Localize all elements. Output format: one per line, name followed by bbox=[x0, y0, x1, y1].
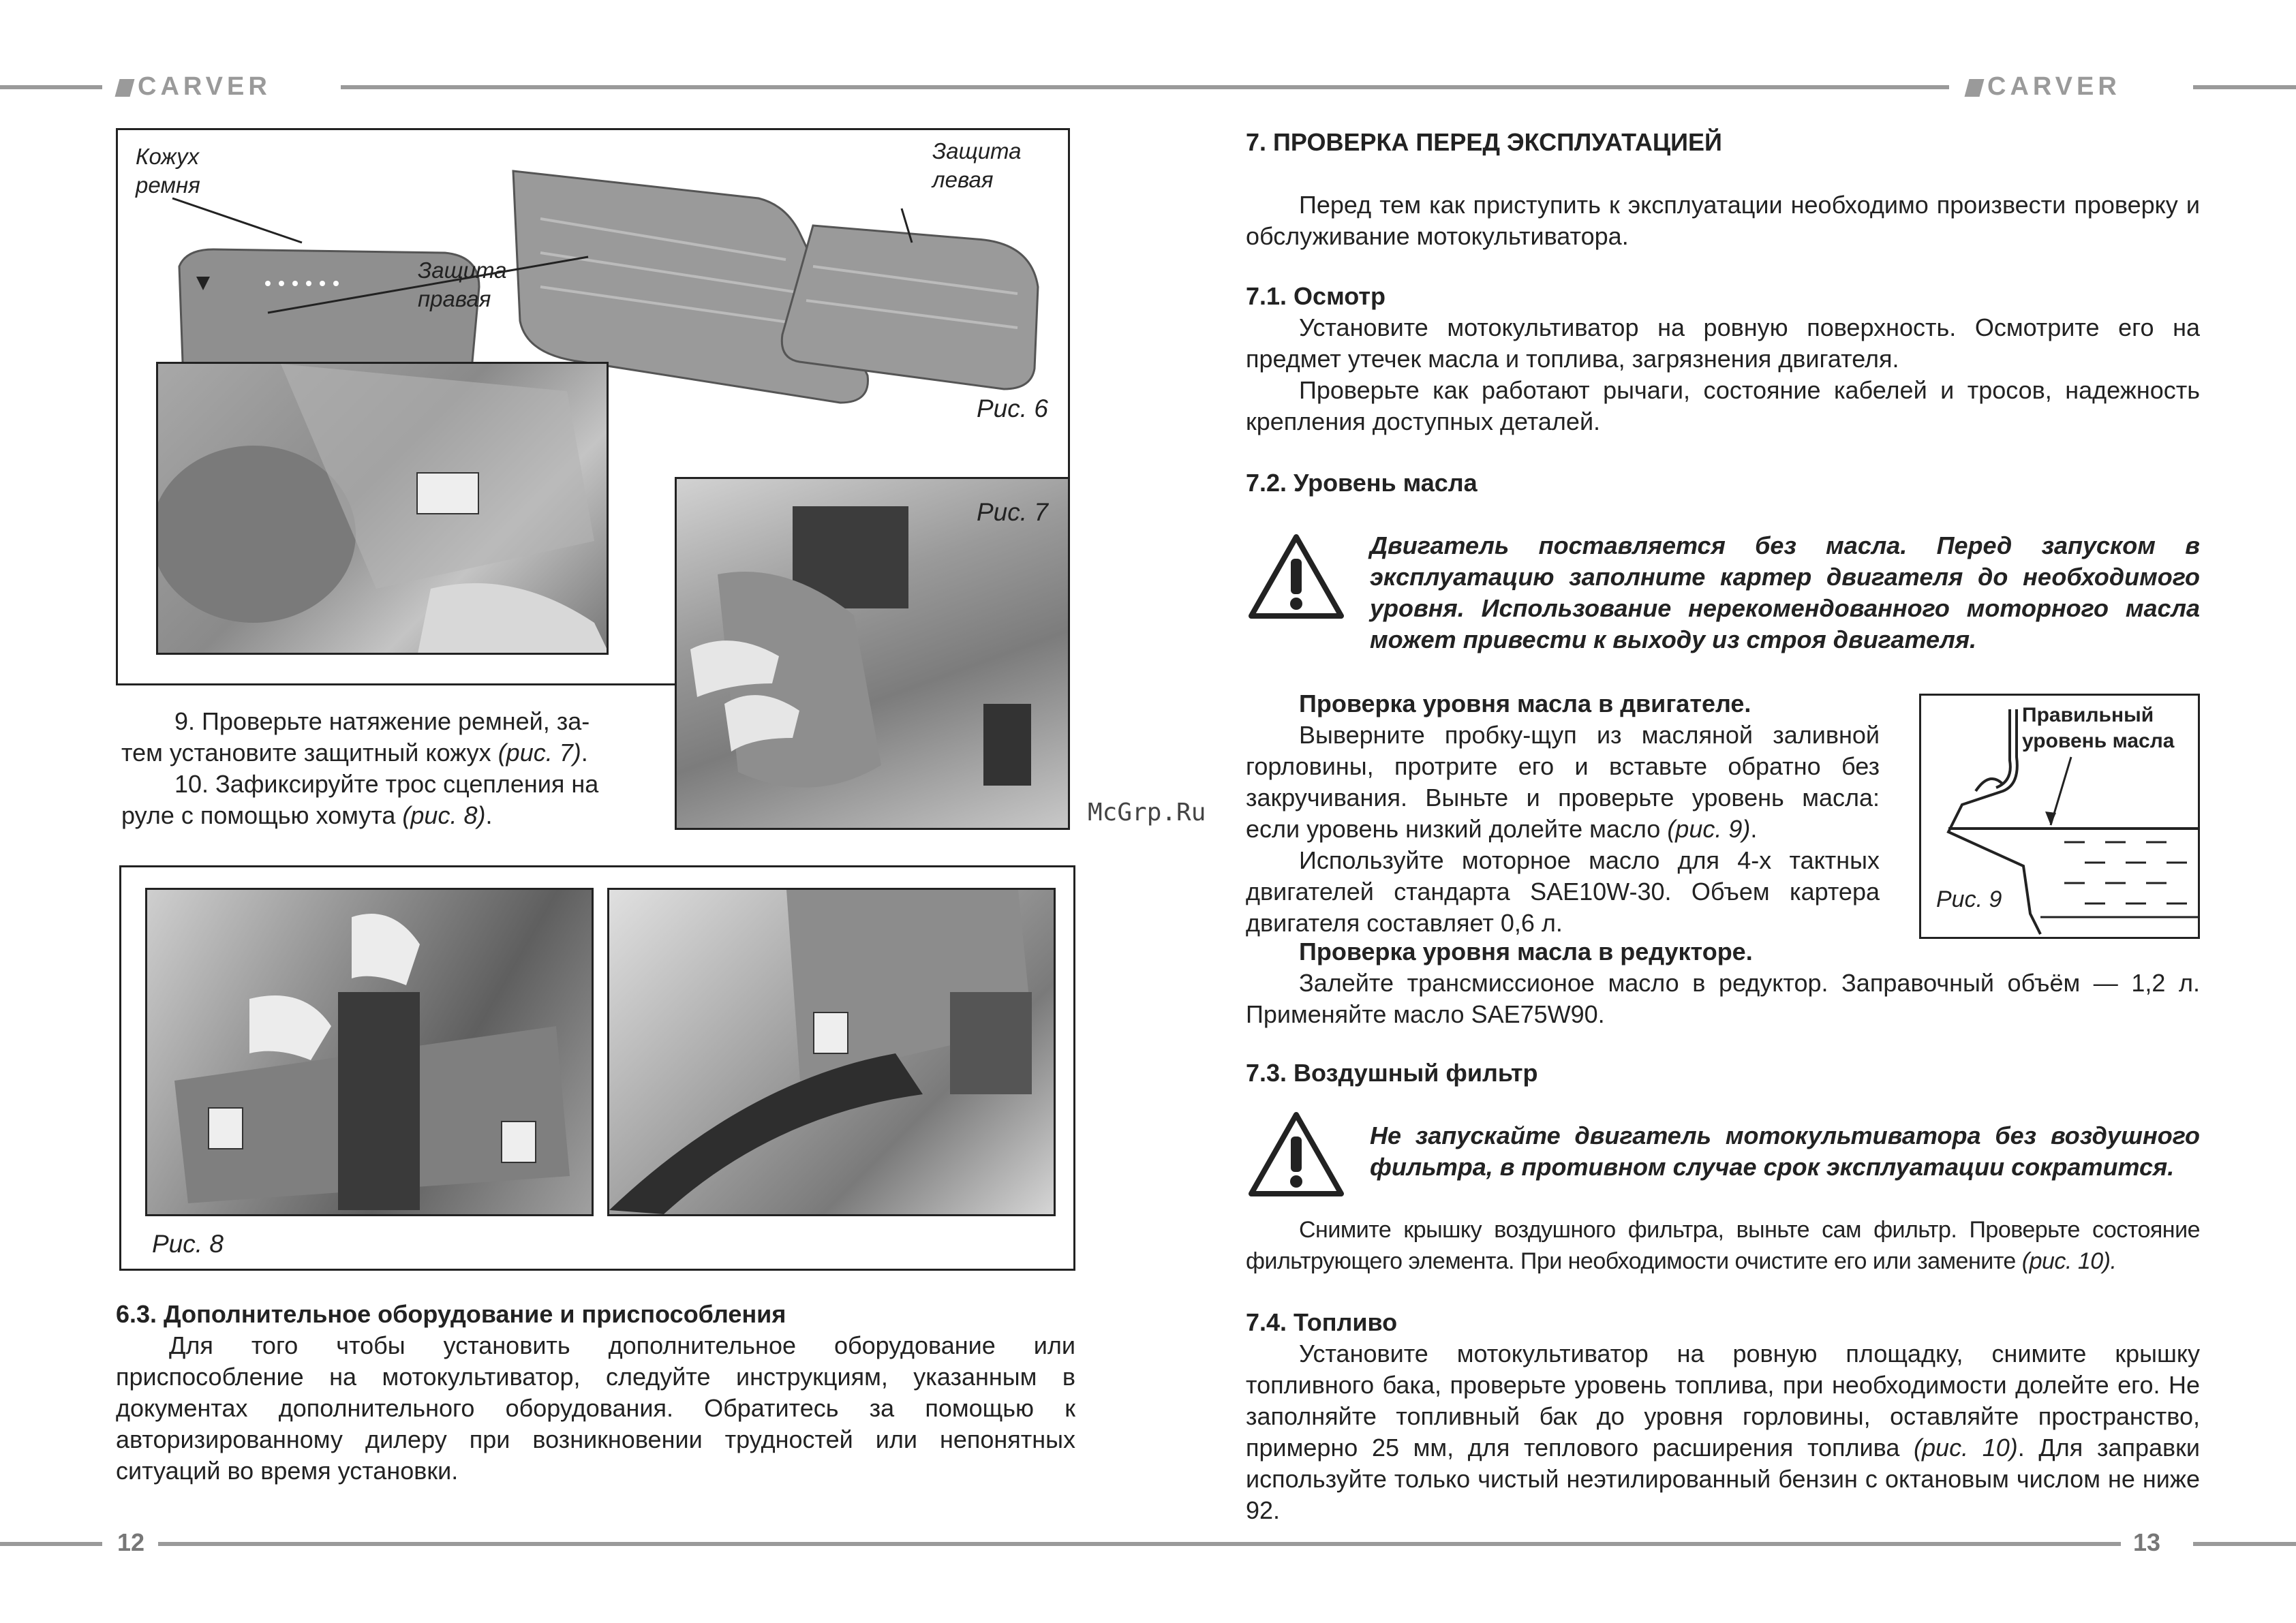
footer-rule-left bbox=[0, 1542, 102, 1546]
engine-oil-subheading: Проверка уровня масла в двигателе. bbox=[1299, 690, 1751, 717]
figure-7-caption: Рис. 7 bbox=[977, 498, 1048, 526]
footer-rule-middle bbox=[158, 1542, 2121, 1546]
figure-6-caption: Рис. 6 bbox=[977, 395, 1048, 422]
step-10-line1: 10. Зафиксируйте трос сцепления на bbox=[174, 770, 599, 798]
brand-logo-right: CARVER bbox=[1967, 72, 2121, 102]
figure-6-photo bbox=[156, 362, 609, 655]
label-guard-left: Защита левая bbox=[932, 138, 1022, 192]
figure-9-label: Правильный уровень масла bbox=[2022, 704, 2175, 752]
section-7-3-heading: 7.3. Воздушный фильтр bbox=[1246, 1059, 1538, 1087]
footer-rule-right bbox=[2193, 1542, 2296, 1546]
figure-8-frame bbox=[119, 865, 1075, 1271]
step-9-line1: 9. Проверьте натяжение ремней, за- bbox=[174, 707, 590, 735]
step-9-line2: тем установите защитный кожух (рис. 7). bbox=[121, 739, 588, 767]
gearbox-oil-check: Проверка уровня масла в редукторе. Залейте трансмиссионое масло в редуктор. Заправочный объём — 1,2 л. Применяйте масло SAE75W90. bbox=[1246, 938, 2200, 1028]
header-rule-right bbox=[2193, 85, 2296, 89]
figure-7-frame bbox=[675, 477, 1070, 830]
label-belt-cover: Кожух ремня bbox=[136, 144, 200, 198]
warning-triangle-icon bbox=[1247, 531, 1345, 620]
section-7-4-heading: 7.4. Топливо bbox=[1246, 1308, 1398, 1336]
step-10-line2: руле с помощью хомута (рис. 8). bbox=[121, 801, 493, 829]
section-6-3-heading: 6.3. Дополнительное оборудование и приспособления bbox=[116, 1300, 786, 1328]
engine-oil-check: Проверка уровня масла в двигателе. Выверните пробку-щуп из масляной заливной горловины, протрите его и вставьте обратно без закручивания. Выньте и проверьте уровень масла: если уровень низкий долейте масло (рис. 9). Используйте моторное масло для 4-х тактных двигателей стандарта SAE10W-30. Объем картера двигателя составляет 0,6 л. bbox=[1246, 690, 1880, 937]
gearbox-oil-subheading: Проверка уровня масла в редукторе. bbox=[1299, 938, 1753, 965]
figure-8-photo-right bbox=[607, 888, 1056, 1216]
warning-air-filter-text: Не запускайте двигатель мотокультиватора без воздушного фильтра, в противном случае срок эксплуатации сократится. bbox=[1370, 1122, 2200, 1181]
figure-9-caption: Рис. 9 bbox=[1936, 886, 2002, 912]
steps-9-10 bbox=[121, 706, 646, 831]
section-6-3-text: Для того чтобы установить дополнительное оборудование или приспособление на мотокультиватор, следуйте инструкциям, указанным в документах дополнительного оборудования. Обратитесь за помощью к авторизированному дилеру при возникновении трудностей или непонятных ситуаций во время установки. bbox=[116, 1331, 1075, 1485]
section-7-3-text: Снимите крышку воздушного фильтра, выньте сам фильтр. Проверьте состояние фильтрующего элемента. При необходимости очистите его или замените (рис. 10). bbox=[1246, 1217, 2200, 1274]
figure-9-frame bbox=[1919, 694, 2200, 939]
section-7-1-text: Установите мотокультиватор на ровную поверхность. Осмотрите его на предмет утечек масла и топлива, загрязнения двигателя. Проверьте как работают рычаги, состояние кабелей и тросов, надежность крепления доступных деталей. bbox=[1246, 313, 2200, 435]
section-7-1-heading: 7.1. Осмотр bbox=[1246, 282, 1386, 310]
watermark: McGrp.Ru bbox=[1088, 799, 1206, 826]
warning-triangle-icon bbox=[1247, 1109, 1345, 1198]
figure-8-caption: Рис. 8 bbox=[152, 1230, 224, 1258]
header-rule-left bbox=[0, 85, 102, 89]
section-7-intro: Перед тем как приступить к эксплуатации необходимо произвести проверку и обслуживание мотокультиватора. bbox=[1246, 191, 2200, 250]
section-7-heading: 7. ПРОВЕРКА ПЕРЕД ЭКСПЛУАТАЦИЕЙ bbox=[1246, 128, 1722, 156]
label-guard-right: Защита правая bbox=[418, 258, 507, 311]
section-7-4-text: Установите мотокультиватор на ровную площадку, снимите крышку топливного бака, проверьте уровень топлива, при необходимости долейте его. Не заполняйте топливный бак до уровня горловины, оставляйте пространство, примерно 25 мм, для теплового расширения топлива (рис. 10). Для заправки используйте только чистый неэтилированный бензин с октановым числом не ниже 92. bbox=[1246, 1340, 2200, 1524]
header-rule-middle bbox=[341, 85, 1949, 89]
figure-8-photo-left bbox=[145, 888, 594, 1216]
page-number-right: 13 bbox=[2133, 1528, 2161, 1556]
warning-oil-text: Двигатель поставляется без масла. Перед запуском в эксплуатацию заполните картер двигателя до необходимого уровня. Использование нерекомендованного моторного масла может привести к выходу из строя двигателя. bbox=[1370, 531, 2200, 653]
brand-logo-left: CARVER bbox=[117, 72, 271, 102]
section-7-2-heading: 7.2. Уровень масла bbox=[1246, 469, 1478, 497]
page-number-left: 12 bbox=[117, 1528, 145, 1556]
